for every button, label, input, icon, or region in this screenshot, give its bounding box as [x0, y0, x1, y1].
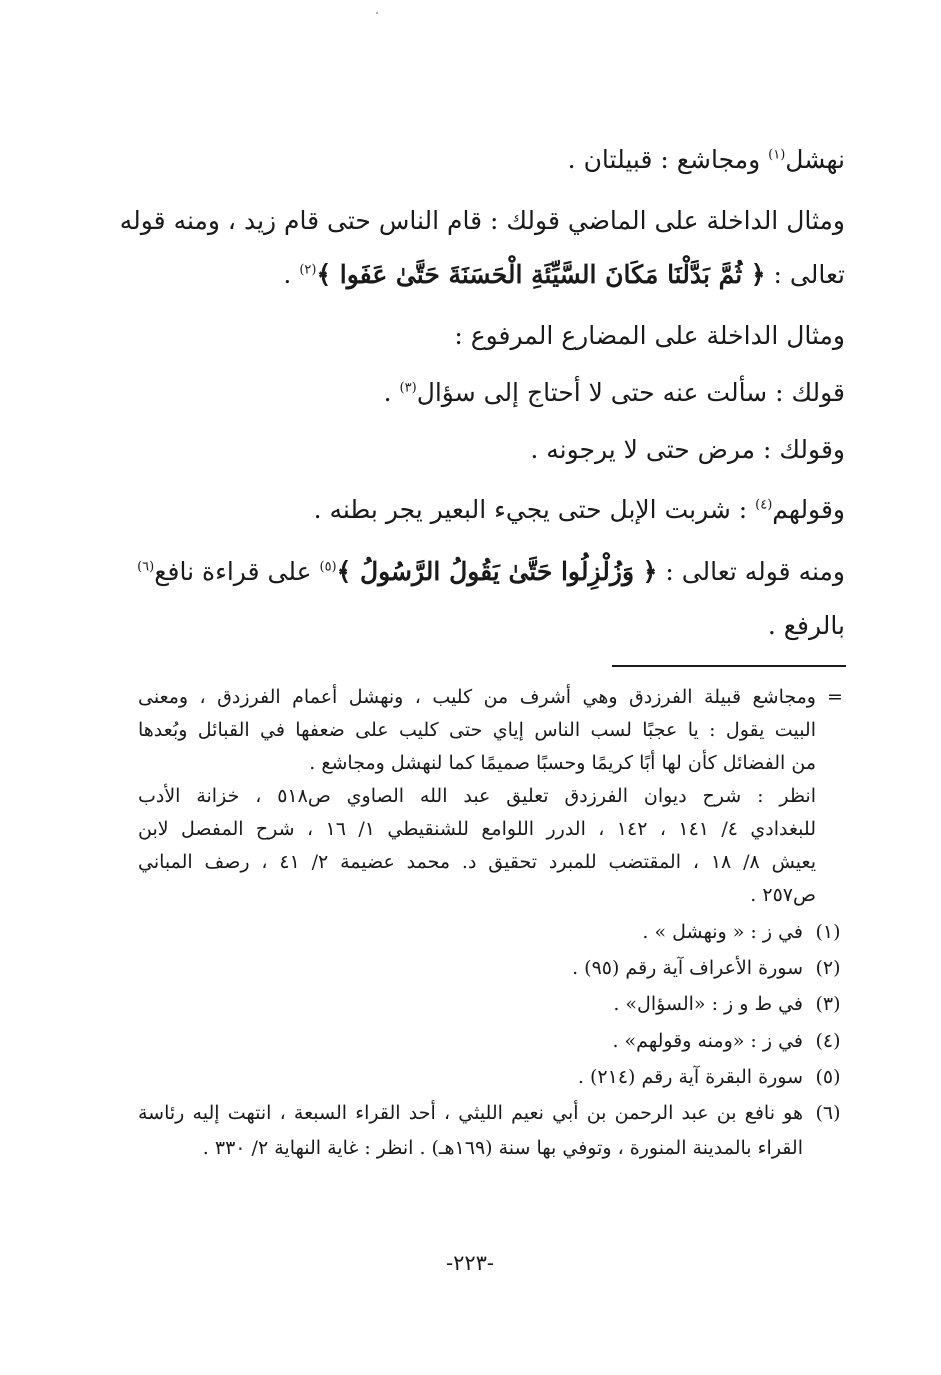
footnote-ref-2[interactable]: (٢) — [299, 262, 317, 278]
footnote-ref-1[interactable]: (١) — [768, 147, 786, 163]
footnote-text: سورة البقرة آية رقم (٢١٤) . — [577, 1066, 803, 1088]
main-line-5: قولك : سألت عنه حتى لا أحتاج إلى سؤال$^{(٣)}$ . — [383, 378, 845, 407]
footnote-text: سورة الأعراف آية رقم (٩٥) . — [572, 957, 803, 979]
footnote-continuation-mark: = — [827, 686, 843, 708]
main-line-8: ومنه قوله تعالى : ﴿ وَزُلْزِلُوا حَتَّىٰ يَقُولُ الرَّسُولُ ﴾$^{(٥)}$ على قراءة نافع$^{(٦)}$ — [137, 557, 845, 586]
footnote-cont-line-6: يعيش ٨/ ١٨ ، المقتضب للمبرد تحقيق د. محمد عضيمة ٢/ ٤١ ، رصف المباني — [138, 851, 816, 873]
footnote-item-6-cont: القراء بالمدينة المنورة ، وتوفي بها سنة (١٦٩هـ) . انظر : غاية النهاية ٢/ ٣٣٠ . — [202, 1137, 803, 1159]
footnote-text: في ز : «ومنه وقولهم» . — [612, 1030, 803, 1052]
main-line-7: وقولهم$^{(٤)}$ : شربت الإبل حتى يجيء البعير يجر بطنه . — [313, 495, 845, 524]
footnote-item-3 — [138, 990, 845, 1018]
footnote-number: (٦) — [815, 1102, 841, 1124]
footnote-cont-line-7: ص٢٥٧ . — [750, 884, 816, 906]
footnote-cont-line-2: البيت يقول : يا عجبًا لسب الناس إياي حتى كليب على ضعفها في القبائل وبُعدها — [138, 719, 816, 741]
main-line-9: بالرفع . — [767, 611, 845, 640]
footnote-number: (٣) — [815, 993, 841, 1015]
footnote-text: في ز : « ونهشل » . — [642, 921, 803, 943]
footnote-ref-4[interactable]: (٤) — [755, 497, 773, 513]
page-number: -٢٢٣- — [445, 1251, 495, 1275]
quran-verse-2: ﴿ وَزُلْزِلُوا حَتَّىٰ يَقُولُ الرَّسُولُ ﴾ — [336, 557, 658, 586]
main-line-3: تعالى : ﴿ ثُمَّ بَدَّلْنَا مَكَانَ السَّيِّئَةِ الْحَسَنَةَ حَتَّىٰ عَفَوا ﴾$^{(٢)}$ . — [283, 260, 845, 289]
footnote-item-1 — [138, 918, 845, 946]
footnote-number: (٢) — [815, 957, 841, 979]
footnote-number: (١) — [815, 921, 841, 943]
footnote-cont-line-4: انظر : شرح ديوان الفرزدق تعليق عبد الله الصاوي ص٥١٨ ، خزانة الأدب — [138, 785, 816, 807]
footnote-text: هو نافع بن عبد الرحمن بن أبي نعيم الليثي ، أحد القراء السبعة ، انتهت إليه رئاسة — [138, 1102, 803, 1124]
footnote-ref-3[interactable]: (٣) — [399, 380, 417, 396]
footnote-item-5 — [138, 1063, 845, 1091]
footnote-cont-line-5: للبغدادي ٤/ ١٤١ ، ١٤٢ ، الدرر اللوامع للشنقيطي ١/ ١٦ ، شرح المفصل لابن — [138, 818, 816, 840]
footnote-number: (٤) — [815, 1030, 841, 1052]
footnote-cont-line-3: من الفضائل كأن لها أبًا كريمًا وحسبًا صميمًا كما لنهشل ومجاشع . — [309, 752, 816, 774]
footnote-ref-6[interactable]: (٦) — [137, 559, 155, 575]
footnote-ref-5[interactable]: (٥) — [319, 559, 337, 575]
footnote-item-6 — [138, 1099, 845, 1127]
quran-verse-1: ﴿ ثُمَّ بَدَّلْنَا مَكَانَ السَّيِّئَةِ الْحَسَنَةَ حَتَّىٰ عَفَوا ﴾ — [316, 260, 766, 289]
footnote-number: (٥) — [815, 1066, 841, 1088]
footnote-item-2 — [138, 954, 845, 982]
scan-artifact-dot — [376, 12, 378, 14]
footnote-separator — [612, 665, 846, 667]
footnote-item-4 — [138, 1027, 845, 1055]
footnote-text: في ط و ز : «السؤال» . — [613, 993, 803, 1015]
main-line-2: ومثال الداخلة على الماضي قولك : قام الناس حتى قام زيد ، ومنه قوله — [119, 206, 845, 235]
main-line-6: وقولك : مرض حتى لا يرجونه . — [530, 435, 845, 464]
main-line-4: ومثال الداخلة على المضارع المرفوع : — [454, 321, 845, 350]
main-line-1: نهشل$^{(١)}$ ومجاشع : قبيلتان . — [567, 145, 845, 174]
footnote-cont-line-1: ومجاشع قبيلة الفرزدق وهي أشرف من كليب ، ونهشل أعمام الفرزدق ، ومعنى — [138, 686, 816, 708]
